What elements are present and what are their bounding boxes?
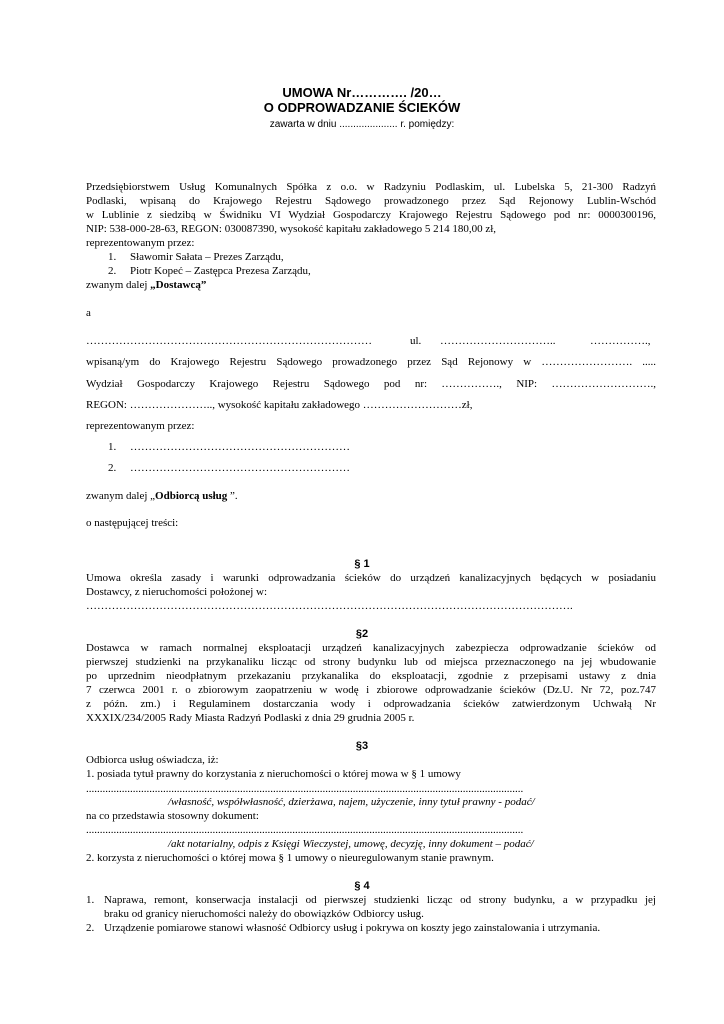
section-3-intro: Odbiorca usług oświadcza, iż: bbox=[86, 754, 219, 766]
section-2-line-2: pierwszej studzienki na przykanaliku licząc od strony budynku lub od miejsca przeznaczonego na jej wbudowanie bbox=[86, 656, 656, 668]
section-2-line-6: XXXIX/234/2005 Rady Miasta Radzyń Podlaski z dnia 29 grudnia 2005 r. bbox=[86, 712, 415, 724]
provider-rep-1: Sławomir Sałata – Prezes Zarządu, bbox=[130, 251, 284, 263]
recipient-city-dots: ……………., bbox=[590, 335, 651, 347]
section-4-item-1-line-1: Naprawa, remont, konserwacja instalacji od pierwszej studzienki licząc od strony budynku, a w przypadku jej bbox=[104, 894, 656, 906]
section-1-heading: § 1 bbox=[354, 558, 370, 570]
section-2-line-4: 7 czerwca 2001 r. o zbiorowym zaopatrzeniu w wodę i zbiorowe odprowadzanie ścieków (Dz.U. Nr 72, poz.747 bbox=[86, 684, 656, 696]
section-4-heading: § 4 bbox=[354, 880, 370, 892]
recipient-rep-2-dots: …………………………………………………… bbox=[130, 462, 350, 474]
section-3-dots-2: ............................................................................................................................................................... bbox=[86, 824, 524, 836]
recipient-rep-1-dots: …………………………………………………… bbox=[130, 441, 350, 453]
section-1-line-2: Dostawcy, z nieruchomości położonej w: bbox=[86, 586, 268, 598]
section-4-item-2-line-1: Urządzenie pomiarowe stanowi własność Odbiorcy usług i pokrywa on koszty jego zainstalowania i utrzymania. bbox=[104, 922, 601, 934]
provider-called bbox=[86, 278, 206, 292]
provider-line-2: Podlaski, wpisaną do Krajowego Rejestru Sądowego prowadzonego przez Sąd Rejonowy Lublin-Wschód bbox=[86, 195, 656, 207]
section-3-heading: §3 bbox=[355, 740, 369, 752]
section-4-item-2-number: 2. bbox=[86, 922, 95, 934]
recipient-called-suffix: ”. bbox=[227, 490, 238, 502]
section-3-document-label: na co przedstawia stosowny dokument: bbox=[86, 810, 259, 822]
recipient-called-name: Odbiorcą usług bbox=[155, 490, 228, 502]
provider-called-prefix: zwanym dalej bbox=[86, 279, 151, 291]
section-2-line-1: Dostawca w ramach normalnej eksploatacji urządzeń kanalizacyjnych zabezpiecza odprowadzanie ścieków od bbox=[86, 642, 656, 654]
contract-title: UMOWA Nr…………. /20… bbox=[282, 85, 442, 100]
provider-represented-label: reprezentowanym przez: bbox=[86, 237, 195, 249]
provider-line-4: NIP: 538-000-28-63, REGON: 030087390, wysokość kapitału zakładowego 5 214 180,00 zł, bbox=[86, 223, 497, 235]
section-3-note-2: /akt notarialny, odpis z Księgi Wieczystej, umowę, decyzję, inny dokument – podać/ bbox=[168, 838, 534, 850]
and-label: a bbox=[86, 307, 91, 319]
contract-subtitle: O ODPROWADZANIE ŚCIEKÓW bbox=[263, 100, 461, 115]
recipient-rep-2-number: 2. bbox=[108, 462, 117, 474]
recipient-represented-label: reprezentowanym przez: bbox=[86, 420, 195, 432]
section-2-heading: §2 bbox=[355, 628, 369, 640]
concluded-date-line: zawarta w dniu ..................... r. pomiędzy: bbox=[269, 119, 455, 130]
section-2-line-5: z późn. zm.) i Regulaminem dostarczania wody i odprowadzania ścieków zatwierdzonym Uchwałą Nr bbox=[86, 698, 656, 710]
recipient-rep-1-number: 1. bbox=[108, 441, 117, 453]
section-3-note-1: /własność, współwłasność, dzierżawa, najem, użyczenie, inny tytuł prawny - podać/ bbox=[168, 796, 535, 808]
section-3-item-1: 1. posiada tytuł prawny do korzystania z nieruchomości o której mowa w § 1 umowy bbox=[86, 768, 461, 780]
section-2-line-3: po uprzednim nieodpłatnym przekazaniu przykanalika do eksploatacji, zgodnie z przepisami ustawy z dnia bbox=[86, 670, 656, 682]
recipient-name-dots: …………………………………………………………………… bbox=[86, 335, 372, 347]
provider-rep-1-number: 1. bbox=[108, 251, 117, 263]
provider-rep-2: Piotr Kopeć – Zastępca Prezesa Zarządu, bbox=[130, 265, 311, 277]
provider-rep-2-number: 2. bbox=[108, 265, 117, 277]
recipient-krs-nip-line: Wydział Gospodarczy Krajowego Rejestru Sądowego pod nr: ……………., NIP: ………………………., bbox=[86, 378, 656, 390]
section-3-dots-1: ............................................................................................................................................................... bbox=[86, 783, 524, 795]
recipient-called-prefix: zwanym dalej „ bbox=[86, 490, 156, 502]
provider-line-1: Przedsiębiorstwem Usług Komunalnych Spółka z o.o. w Radzyniu Podlaskim, ul. Lubelska 5, 21-300 Radzyń bbox=[86, 181, 656, 193]
recipient-called bbox=[86, 489, 238, 503]
section-1-body bbox=[86, 571, 656, 613]
recipient-register-line: wpisaną/ym do Krajowego Rejestru Sądowego prowadzonego przez Sąd Rejonowy w ……………………. ..... bbox=[86, 356, 656, 368]
provider-block bbox=[86, 180, 656, 250]
section-4-item-1-line-2: braku od granicy nieruchomości należy do obowiązków Odbiorcy usług. bbox=[104, 908, 424, 920]
recipient-regon-line: REGON: ………………….., wysokość kapitału zakładowego ………………………zł, bbox=[86, 399, 473, 411]
section-3-item-2: 2. korzysta z nieruchomości o której mowa § 1 umowy o nieuregulowanym stanie prawnym. bbox=[86, 852, 494, 864]
provider-called-name: „Dostawcą” bbox=[150, 279, 207, 291]
section-4-item-1-number: 1. bbox=[86, 894, 95, 906]
recipient-street-dots: ………………………….. bbox=[440, 335, 556, 347]
section-1-line-3: ……………………………………………………………………………………………………………………. bbox=[86, 600, 573, 612]
section-1-line-1: Umowa określa zasady i warunki odprowadzania ścieków do urządzeń kanalizacyjnych będących w posiadaniu bbox=[86, 572, 656, 584]
section-2-body bbox=[86, 641, 656, 725]
provider-line-3: w Lublinie z siedzibą w Świdniku VI Wydział Gospodarczy Krajowego Rejestru Sądowego pod nr: 0000300196, bbox=[86, 209, 656, 221]
recipient-street-label: ul. bbox=[410, 335, 422, 347]
following-content-label: o następującej treści: bbox=[86, 517, 179, 529]
